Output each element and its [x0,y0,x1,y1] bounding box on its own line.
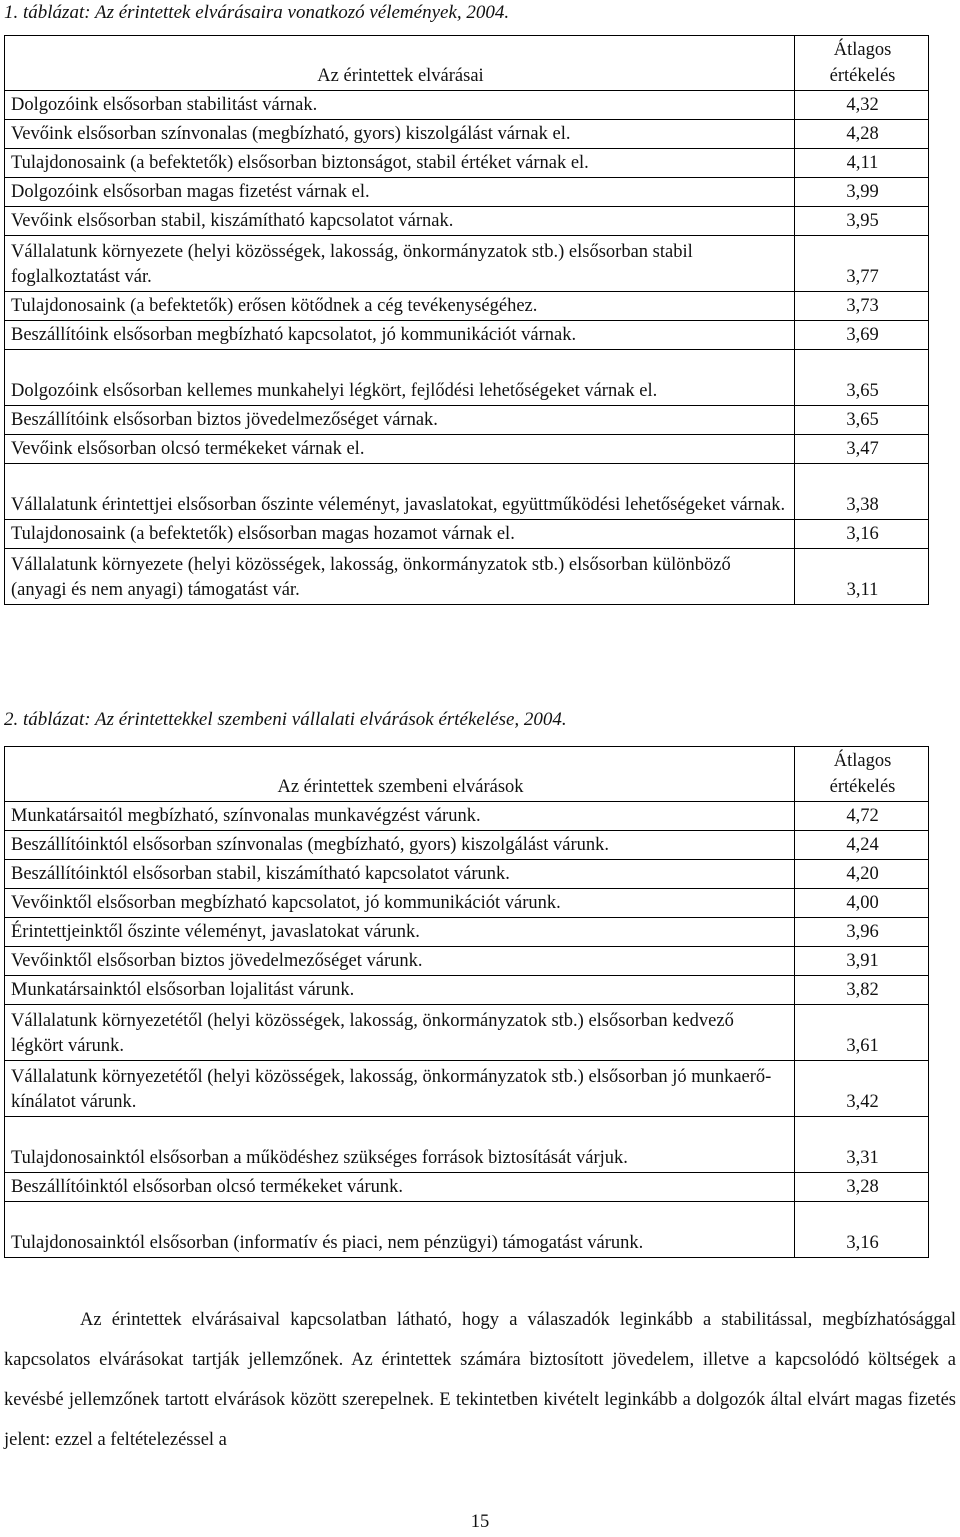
table2-row-text: Munkatársaitól megbízható, színvonalas munkavégzést várunk. [5,802,795,831]
table1-row [5,435,929,464]
table2-row-value: 4,00 [795,889,929,918]
table1-row-text: Vevőink elsősorban stabil, kiszámítható kapcsolatot várnak. [5,207,795,236]
table1-body [5,36,929,605]
table2-row-value: 3,96 [795,918,929,947]
table2-row-value: 3,16 [795,1202,929,1258]
table1-header-row [5,36,929,91]
table1-row-value: 3,47 [795,435,929,464]
table1-row-value: 3,73 [795,292,929,321]
table1-row-value: 3,95 [795,207,929,236]
table1-row-value: 3,65 [795,350,929,406]
table1-row [5,464,929,520]
table2-body [5,747,929,1258]
table1-row [5,406,929,435]
table2-row-value: 3,61 [795,1005,929,1061]
table2-row-text: Munkatársainktól elsősorban lojalitást várunk. [5,976,795,1005]
table2-row [5,889,929,918]
table1 [4,35,929,605]
table1-row [5,120,929,149]
table1-row-value: 3,16 [795,520,929,549]
table2-header-label: Az érintettek szembeni elvárások [5,747,795,802]
table1-row-value: 4,32 [795,91,929,120]
table2-header-value-line1: Átlagos [833,751,892,771]
table1-row [5,178,929,207]
body-paragraph-text: Az érintettek elvárásaival kapcsolatban látható, hogy a válaszadók leginkább a stabilitással, megbízhatósággal kapcsolatos elvárásokat tartják jellemzőnek. Az érintettek számára biztosított jövedelem, illetve a kapcsolódó költségek a kevésbé jellemzőnek tartott elvárások között szerepelnek. E tekintetben kivételt leginkább a dolgozók által elvárt magas fizetés jelent: ezzel a feltételezéssel a [4,1310,956,1450]
table2-row-text: Beszállítóinktól elsősorban stabil, kiszámítható kapcsolatot várunk. [5,860,795,889]
table1-row [5,350,929,406]
table2-row-text: Vevőinktől elsősorban megbízható kapcsolatot, jó kommunikációt várunk. [5,889,795,918]
table2-row-text: Vállalatunk környezetétől (helyi közösségek, lakosság, önkormányzatok stb.) elsősorban kedvező légkört várunk. [5,1005,795,1061]
table2-row [5,1173,929,1202]
table1-row-text: Beszállítóink elsősorban biztos jövedelmezőséget várnak. [5,406,795,435]
body-paragraph [4,1300,956,1460]
table1-row-text: Tulajdonosaink (a befektetők) elsősorban biztonságot, stabil értéket várnak el. [5,149,795,178]
table2-row-text: Beszállítóinktól elsősorban színvonalas (megbízható, gyors) kiszolgálást várunk. [5,831,795,860]
table1-row [5,520,929,549]
table1-row-text: Dolgozóink elsősorban kellemes munkahelyi légkört, fejlődési lehetőségeket várnak el. [5,350,795,406]
table1-row-text: Dolgozóink elsősorban magas fizetést várnak el. [5,178,795,207]
table2-row-value: 4,20 [795,860,929,889]
table2-row [5,976,929,1005]
table2-row-value: 3,91 [795,947,929,976]
page-number: 15 [470,1512,490,1532]
table2-row-text: Tulajdonosainktól elsősorban (informatív és piaci, nem pénzügyi) támogatást várunk. [5,1202,795,1258]
table2-row-text: Vevőinktől elsősorban biztos jövedelmezőséget várunk. [5,947,795,976]
table1-header-value [795,36,929,91]
table2-row-text: Tulajdonosainktól elsősorban a működéshez szükséges források biztosítását várjuk. [5,1117,795,1173]
table1-row-text: Dolgozóink elsősorban stabilitást várnak. [5,91,795,120]
table1-caption: 1. táblázat: Az érintettek elvárásaira vonatkozó vélemények, 2004. [4,2,510,23]
table1-row-value: 3,65 [795,406,929,435]
table2-row-value: 4,72 [795,802,929,831]
table1-row-text: Vevőink elsősorban színvonalas (megbízható, gyors) kiszolgálást várnak el. [5,120,795,149]
table2-row [5,802,929,831]
table2-row [5,1117,929,1173]
table1-row-text: Beszállítóink elsősorban megbízható kapcsolatot, jó kommunikációt várnak. [5,321,795,350]
table1-row [5,236,929,292]
table2-header-value [795,747,929,802]
table1-row-text: Vállalatunk érintettjei elsősorban őszinte véleményt, javaslatokat, együttműködési lehetőségeket várnak. [5,464,795,520]
table1-row [5,549,929,605]
table1-row-value: 3,69 [795,321,929,350]
table1-row [5,207,929,236]
table1-row [5,91,929,120]
table1-row [5,149,929,178]
table1-row-value: 3,99 [795,178,929,207]
table2-row [5,1202,929,1258]
table2-row-text: Beszállítóinktól elsősorban olcsó termékeket várunk. [5,1173,795,1202]
table2-row [5,947,929,976]
table2-row [5,831,929,860]
table1-row [5,292,929,321]
table1-header-value-line1: Átlagos [833,40,892,60]
table2-row [5,1005,929,1061]
table2-row-text: Vállalatunk környezetétől (helyi közösségek, lakosság, önkormányzatok stb.) elsősorban jó munkaerő-kínálatot várunk. [5,1061,795,1117]
table1-row-text: Vevőink elsősorban olcsó termékeket várnak el. [5,435,795,464]
table2-row-text: Érintettjeinktől őszinte véleményt, javaslatokat várunk. [5,918,795,947]
table2 [4,746,929,1258]
table1-row-value: 3,77 [795,236,929,292]
table2-row-value: 4,24 [795,831,929,860]
table2-row-value: 3,28 [795,1173,929,1202]
table2-header-value-line2: értékelés [829,777,896,797]
table2-caption: 2. táblázat: Az érintettekkel szembeni vállalati elvárások értékelése, 2004. [4,709,567,730]
table2-row-value: 3,82 [795,976,929,1005]
table1-header-label: Az érintettek elvárásai [5,36,795,91]
table2-row-value: 3,42 [795,1061,929,1117]
table1-row-value: 3,11 [795,549,929,605]
table1-row-text: Vállalatunk környezete (helyi közösségek, lakosság, önkormányzatok stb.) elsősorban különböző (anyagi és nem anyagi) támogatást vár. [5,549,795,605]
table1-row-text: Tulajdonosaink (a befektetők) erősen kötődnek a cég tevékenységéhez. [5,292,795,321]
table2-row [5,1061,929,1117]
table1-row-value: 4,28 [795,120,929,149]
table2-row-value: 3,31 [795,1117,929,1173]
table2-row [5,860,929,889]
table1-row-value: 4,11 [795,149,929,178]
table1-row-text: Tulajdonosaink (a befektetők) elsősorban magas hozamot várnak el. [5,520,795,549]
table1-row-text: Vállalatunk környezete (helyi közösségek, lakosság, önkormányzatok stb.) elsősorban stabil foglalkoztatást vár. [5,236,795,292]
table1-row-value: 3,38 [795,464,929,520]
table1-header-value-line2: értékelés [829,66,896,86]
table1-row [5,321,929,350]
table2-row [5,918,929,947]
table2-header-row [5,747,929,802]
